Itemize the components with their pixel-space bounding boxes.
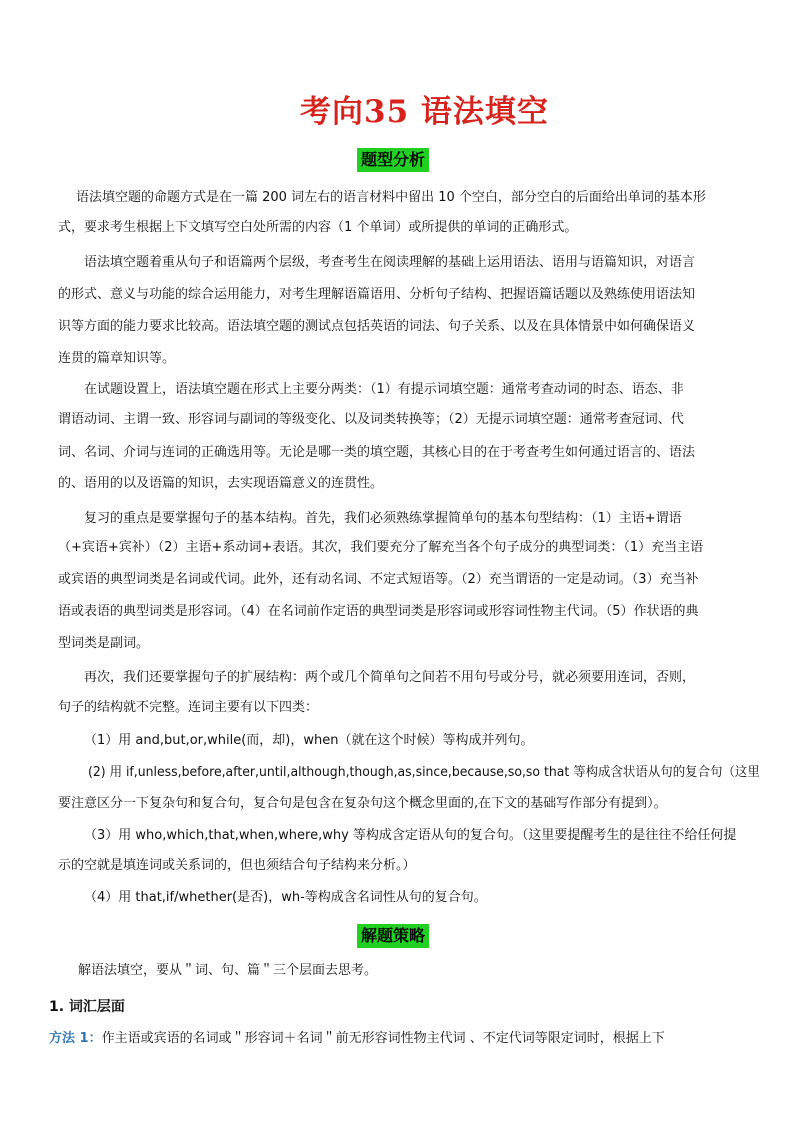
paragraph-line: 语或表语的典型词类是形容词。（4）在名词前作定语的典型词类是形容词或形容词性物主代词。（5）作状语的典 bbox=[58, 604, 699, 619]
paragraph-line: 要注意区分一下复杂句和复合句，复合句是包含在复杂句这个概念里面的,在下文的基础写作部分有提到）。 bbox=[58, 796, 667, 811]
paragraph-line: 型词类是副词。 bbox=[58, 636, 150, 651]
paragraph-line: 式，要求考生根据上下文填写空白处所需的内容（1 个单词）或所提供的单词的正确形式。 bbox=[58, 220, 578, 235]
paragraph-line: 或宾语的典型词类是名词或代词。此外，还有动名词、不定式短语等。（2）充当谓语的一定是动词。（3）充当补 bbox=[58, 572, 699, 587]
paragraph-line: 谓语动词、主谓一致、形容词与副词的等级变化、以及词类转换等；（2）无提示词填空题：通常考查冠词、代 bbox=[58, 412, 684, 427]
paragraph-line: 在试题设置上，语法填空题在形式上主要分两类：（1）有提示词填空题：通常考查动词的时态、语态、非 bbox=[84, 382, 684, 397]
page-title: 考向35 语法填空 bbox=[300, 94, 549, 130]
method-label: 方法 1： bbox=[49, 1031, 102, 1046]
paragraph-line: 连贯的篇章知识等。 bbox=[58, 351, 176, 366]
paragraph-line: 语法填空题着重从句子和语篇两个层级，考查考生在阅读理解的基础上运用语法、语用与语篇知识，对语言 bbox=[84, 255, 696, 270]
method-text: 作主语或宾语的名词或＂形容词＋名词＂前无形容词性物主代词 、不定代词等限定词时，根据上下 bbox=[101, 1031, 665, 1046]
section-tag-analysis: 题型分析 bbox=[357, 148, 429, 172]
section-tag-strategy: 解题策略 bbox=[357, 924, 429, 948]
paragraph-line: 识等方面的能力要求比较高。语法填空题的测试点包括英语的词法、句子关系、以及在具体情景中如何确保语义 bbox=[58, 319, 696, 334]
list-item: (2) 用 if,unless,before,after,until,although,though,as,since,because,so,so that 等构成含状语从句的复合句（这里 bbox=[88, 765, 760, 780]
paragraph-line: 的、语用的以及语篇的知识，去实现语篇意义的连贯性。 bbox=[58, 476, 384, 491]
paragraph-line: （+宾语+宾补）（2）主语+系动词+表语。其次，我们要充分了解充当各个句子成分的典型词类：（1）充当主语 bbox=[58, 540, 704, 555]
method-line bbox=[49, 1031, 665, 1047]
paragraph-line: 示的空就是填连词或关系词的，但也须结合句子结构来分析。） bbox=[58, 858, 416, 873]
section-heading: 1. 词汇层面 bbox=[49, 999, 125, 1015]
list-item: （3）用 who,which,that,when,where,why 等构成含定语从句的复合句。（这里要提醒考生的是往往不给任何提 bbox=[84, 828, 737, 843]
paragraph-line: 的形式、意义与功能的综合运用能力，对考生理解语篇语用、分析句子结构、把握语篇话题以及熟练使用语法知 bbox=[58, 287, 696, 302]
paragraph-line: 词、名词、介词与连词的正确选用等。无论是哪一类的填空题，其核心目的在于考查考生如何通过语言的、语法 bbox=[58, 445, 696, 460]
paragraph-line: 复习的重点是要掌握句子的基本结构。首先，我们必须熟练掌握简单句的基本句型结构：（1）主语+谓语 bbox=[84, 511, 682, 526]
paragraph-line: 语法填空题的命题方式是在一篇 200 词左右的语言材料中留出 10 个空白，部分空白的后面给出单词的基本形 bbox=[76, 190, 706, 205]
paragraph-line: 再次，我们还要掌握句子的扩展结构：两个或几个简单句之间若不用句号或分号，就必须要用连词，否则， bbox=[84, 670, 696, 685]
paragraph-line: 句子的结构就不完整。连词主要有以下四类： bbox=[58, 700, 319, 715]
paragraph-line: 解语法填空，要从＂词、句、篇＂三个层面去思考。 bbox=[78, 963, 378, 978]
list-item: （4）用 that,if/whether(是否)，wh-等构成含名词性从句的复合句。 bbox=[84, 890, 487, 905]
list-item: （1）用 and,but,or,while(而，却)，when（就在这个时候）等构成并列句。 bbox=[84, 733, 534, 748]
